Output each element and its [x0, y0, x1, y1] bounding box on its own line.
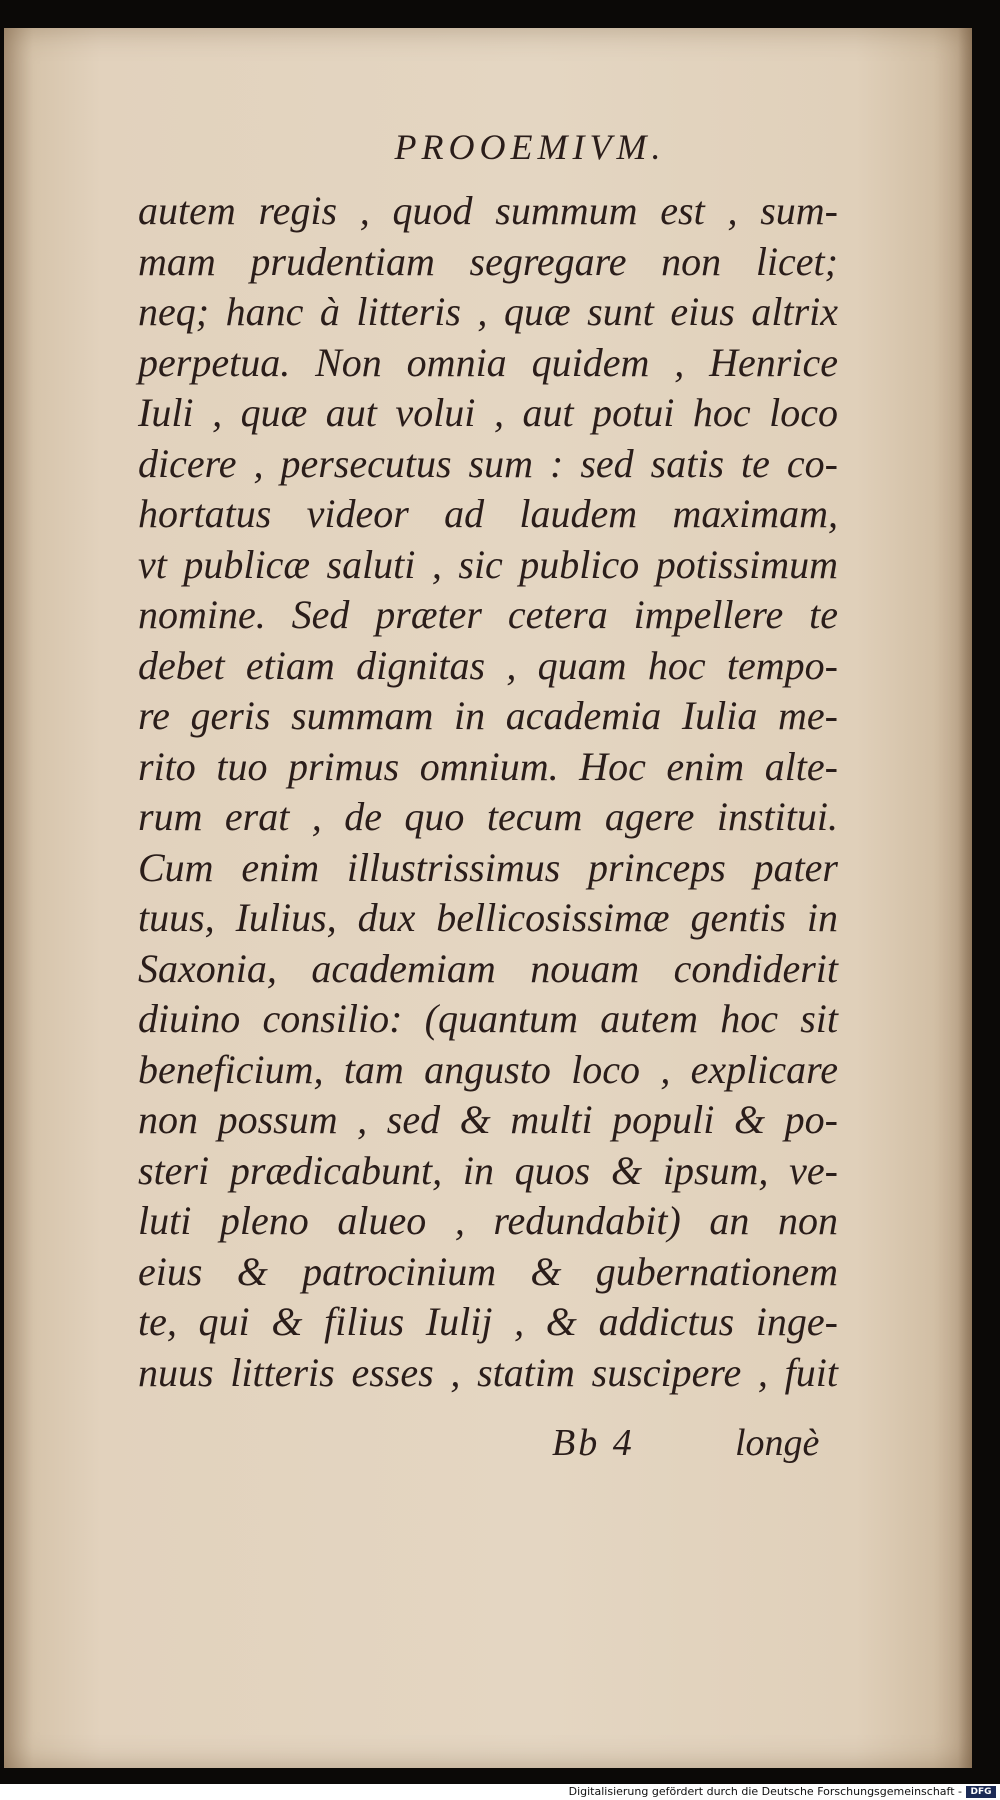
text-line: Cum enim illustrissimus princeps pater — [138, 844, 838, 890]
text-line: nomine. Sed præter cetera impellere te — [138, 592, 838, 637]
credit-bar — [0, 1784, 1000, 1800]
text-line: beneficium, tam angusto loco , explicare — [138, 1046, 838, 1092]
text-line: mam prudentiam segregare non licet; — [138, 238, 838, 284]
text-line: te, qui & filius Iulij , & addictus inge- — [138, 1299, 838, 1344]
text-line: non possum , sed & multi populi & po- — [138, 1097, 838, 1142]
text-line: eius & patrocinium & gubernationem — [138, 1248, 838, 1294]
text-line: vt publicæ saluti , sic publico potissimum — [138, 541, 838, 587]
text-line: rum erat , de quo tecum agere institui. — [138, 794, 838, 839]
text-line: diuino consilio: (quantum autem hoc sit — [138, 996, 838, 1041]
running-head: PROOEMIVM. — [394, 127, 666, 167]
text-line: Saxonia, academiam nouam condiderit — [138, 945, 838, 991]
page-gutter-shadow — [958, 28, 972, 1768]
text-line: tuus, Iulius, dux bellicosissimæ gentis in — [138, 895, 838, 940]
body-text — [138, 186, 838, 1398]
credit-text: Digitalisierung gefördert durch die Deutsche Forschungsgemeinschaft - — [568, 1785, 962, 1798]
text-line: dicere , persecutus sum : sed satis te co- — [138, 440, 838, 486]
text-line: hortatus videor ad laudem maximam, — [138, 491, 838, 536]
text-line: luti pleno alueo , redundabit) an non — [138, 1198, 838, 1243]
signature-mark: Bb 4 — [552, 1422, 635, 1464]
text-line: rito tuo primus omnium. Hoc enim alte- — [138, 743, 838, 789]
catchword: longè — [735, 1422, 820, 1464]
text-line: autem regis , quod summum est , sum- — [138, 188, 838, 233]
text-line: steri prædicabunt, in quos & ipsum, ve- — [138, 1147, 838, 1193]
text-line: debet etiam dignitas , quam hoc tempo- — [138, 642, 838, 688]
text-line: re geris summam in academia Iulia me- — [138, 693, 838, 738]
dfg-logo: DFG — [966, 1786, 996, 1798]
text-line: nuus litteris esses , statim suscipere , fuit — [138, 1349, 838, 1395]
text-line: perpetua. Non omnia quidem , Henrice — [138, 339, 838, 385]
text-line: neq; hanc à litteris , quæ sunt eius altrix — [138, 289, 838, 334]
text-line: Iuli , quæ aut volui , aut potui hoc loco — [138, 390, 838, 435]
